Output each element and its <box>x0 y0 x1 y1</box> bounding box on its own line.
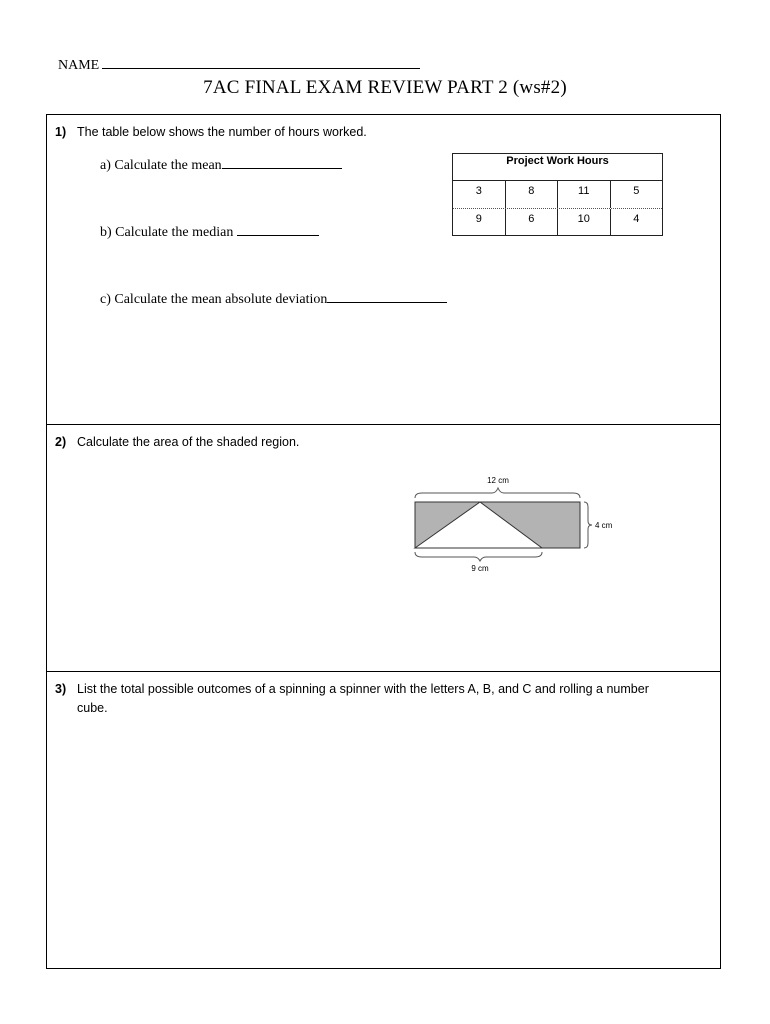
table-cell: 11 <box>558 181 611 208</box>
question-3-box <box>46 671 721 969</box>
question-2-number: 2) <box>55 435 67 449</box>
table-cell: 6 <box>506 209 559 236</box>
part-b-text: b) Calculate the median <box>100 225 234 240</box>
top-brace <box>415 488 580 498</box>
part-b <box>100 224 319 241</box>
table-cell: 8 <box>506 181 559 208</box>
question-2-box <box>46 424 721 672</box>
question-3-number: 3) <box>55 682 67 696</box>
table-title: Project Work Hours <box>453 154 662 181</box>
question-3-text: List the total possible outcomes of a spinning a spinner with the letters A, B, and C and rolling a number cube. <box>77 682 649 715</box>
width-label: 12 cm <box>487 476 509 485</box>
height-label: 4 cm <box>595 521 613 530</box>
table-cell: 9 <box>453 209 506 236</box>
name-blank[interactable] <box>102 57 420 69</box>
question-1-number: 1) <box>55 125 67 139</box>
right-brace <box>584 502 592 548</box>
bottom-brace <box>415 552 542 561</box>
shaded-region-figure <box>412 473 662 578</box>
part-a-text: a) Calculate the mean <box>100 158 222 173</box>
table-cell: 5 <box>633 185 640 197</box>
part-b-blank[interactable] <box>237 224 319 236</box>
part-a-blank[interactable] <box>222 157 342 169</box>
question-2-text: Calculate the area of the shaded region. <box>77 435 300 449</box>
table-cell: 4 <box>633 213 640 225</box>
part-c-text: c) Calculate the mean absolute deviation <box>100 292 328 307</box>
question-1-box <box>46 114 721 425</box>
page-title: 7AC FINAL EXAM REVIEW PART 2 (ws#2) <box>203 77 567 98</box>
name-label: NAME <box>58 58 100 73</box>
part-a <box>100 157 342 174</box>
project-work-hours-table <box>452 153 663 236</box>
part-c <box>100 291 447 308</box>
table-cell: 3 <box>453 181 506 208</box>
name-field[interactable] <box>58 57 420 74</box>
base-label: 9 cm <box>471 564 489 573</box>
table-cell: 10 <box>558 209 611 236</box>
table-row <box>453 181 662 209</box>
question-1-text: The table below shows the number of hours worked. <box>77 125 367 139</box>
table-row <box>453 209 662 236</box>
part-c-blank[interactable] <box>327 291 447 303</box>
